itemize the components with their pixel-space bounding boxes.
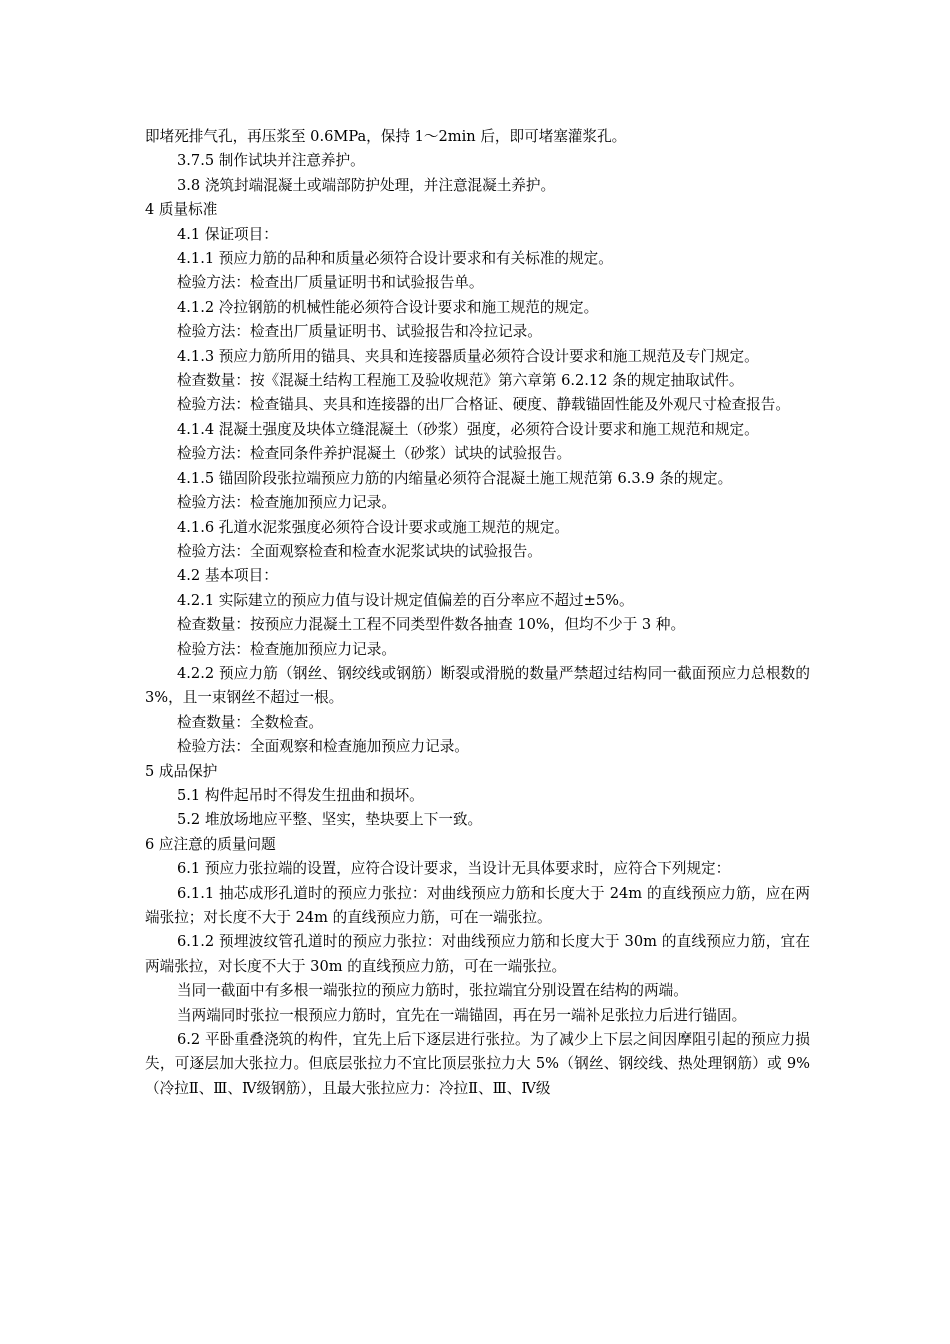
paragraph: 6.1.1 抽芯成形孔道时的预应力张拉：对曲线预应力筋和长度大于 24m 的直线预应力筋，应在两端张拉；对长度不大于 24m 的直线预应力筋，可在一端张拉。	[145, 884, 810, 926]
paragraph: 检验方法：检查施加预应力记录。	[177, 494, 396, 512]
paragraph: 5.2 堆放场地应平整、坚实，垫块要上下一致。	[177, 811, 483, 829]
paragraph: 4.2.2 预应力筋（钢丝、钢绞线或钢筋）断裂或滑脱的数量严禁超过结构同一截面预应力总根数的 3%，且一束钢丝不超过一根。	[145, 664, 810, 707]
paragraph: 检查数量：按预应力混凝土工程不同类型件数各抽查 10%，但均不少于 3 种。	[177, 616, 686, 634]
paragraph: 6.1 预应力张拉端的设置，应符合设计要求，当设计无具体要求时，应符合下列规定：	[177, 860, 731, 878]
section-heading: 5 成品保护	[145, 762, 218, 780]
paragraph: 3.8 浇筑封端混凝土或端部防护处理，并注意混凝土养护。	[177, 176, 556, 194]
paragraph: 6.1.2 预埋波纹管孔道时的预应力张拉：对曲线预应力筋和长度大于 30m 的直线预应力筋，宜在两端张拉，对长度不大于 30m 的直线预应力筋，可在一端张拉。	[145, 933, 810, 975]
paragraph: 当两端同时张拉一根预应力筋时，宜先在一端锚固，再在另一端补足张拉力后进行锚固。	[177, 1006, 747, 1024]
subsection-heading: 4.2 基本项目：	[177, 567, 278, 585]
paragraph: 检验方法：检查出厂质量证明书、试验报告和冷拉记录。	[177, 323, 542, 341]
document-page	[145, 125, 810, 1101]
paragraph: 检验方法：检查锚具、夹具和连接器的出厂合格证、硬度、静载锚固性能及外观尺寸检查报告。	[177, 396, 790, 414]
section-heading: 6 应注意的质量问题	[145, 835, 276, 853]
paragraph: 4.2.1 实际建立的预应力值与设计规定值偏差的百分率应不超过±5%。	[177, 591, 634, 609]
paragraph: 3.7.5 制作试块并注意养护。	[177, 152, 365, 170]
section-heading: 4 质量标准	[145, 201, 218, 219]
paragraph: 检验方法：检查出厂质量证明书和试验报告单。	[177, 274, 484, 292]
paragraph: 检验方法：全面观察和检查施加预应力记录。	[177, 738, 469, 756]
paragraph: 检验方法：全面观察检查和检查水泥浆试块的试验报告。	[177, 542, 542, 560]
paragraph: 4.1.6 孔道水泥浆强度必须符合设计要求或施工规范的规定。	[177, 518, 570, 536]
paragraph: 5.1 构件起吊时不得发生扭曲和损坏。	[177, 786, 424, 804]
paragraph: 4.1.1 预应力筋的品种和质量必须符合设计要求和有关标准的规定。	[177, 250, 613, 268]
paragraph: 检查数量：按《混凝土结构工程施工及验收规范》第六章第 6.2.12 条的规定抽取试件。	[177, 372, 744, 390]
paragraph: 当同一截面中有多根一端张拉的预应力筋时，张拉端宜分别设置在结构的两端。	[177, 982, 688, 1000]
paragraph: 即堵死排气孔，再压浆至 0.6MPa，保持 1～2min 后，即可堵塞灌浆孔。	[145, 128, 627, 145]
subsection-heading: 4.1 保证项目：	[177, 225, 278, 243]
paragraph: 4.1.5 锚固阶段张拉端预应力筋的内缩量必须符合混凝土施工规范第 6.3.9 条的规定。	[177, 469, 733, 487]
paragraph: 4.1.2 冷拉钢筋的机械性能必须符合设计要求和施工规范的规定。	[177, 298, 599, 316]
paragraph: 检验方法：检查同条件养护混凝土（砂浆）试块的试验报告。	[177, 445, 572, 463]
paragraph: 6.2 平卧重叠浇筑的构件，宜先上后下逐层进行张拉。为了减少上下层之间因摩阻引起的预应力损失，可逐层加大张拉力。但底层张拉力不宜比顶层张拉力大 5%（钢丝、钢绞线、热处理钢筋）或 9%（冷拉Ⅱ、Ⅲ、Ⅳ级钢筋），且最大张拉应力：冷拉Ⅱ、Ⅲ、Ⅳ级	[145, 1031, 810, 1097]
paragraph: 4.1.3 预应力筋所用的锚具、夹具和连接器质量必须符合设计要求和施工规范及专门规定。	[177, 347, 759, 365]
paragraph: 检验方法：检查施加预应力记录。	[177, 640, 396, 658]
paragraph: 4.1.4 混凝土强度及块体立缝混凝土（砂浆）强度，必须符合设计要求和施工规范和规定。	[177, 420, 759, 438]
paragraph: 检查数量：全数检查。	[177, 713, 323, 731]
